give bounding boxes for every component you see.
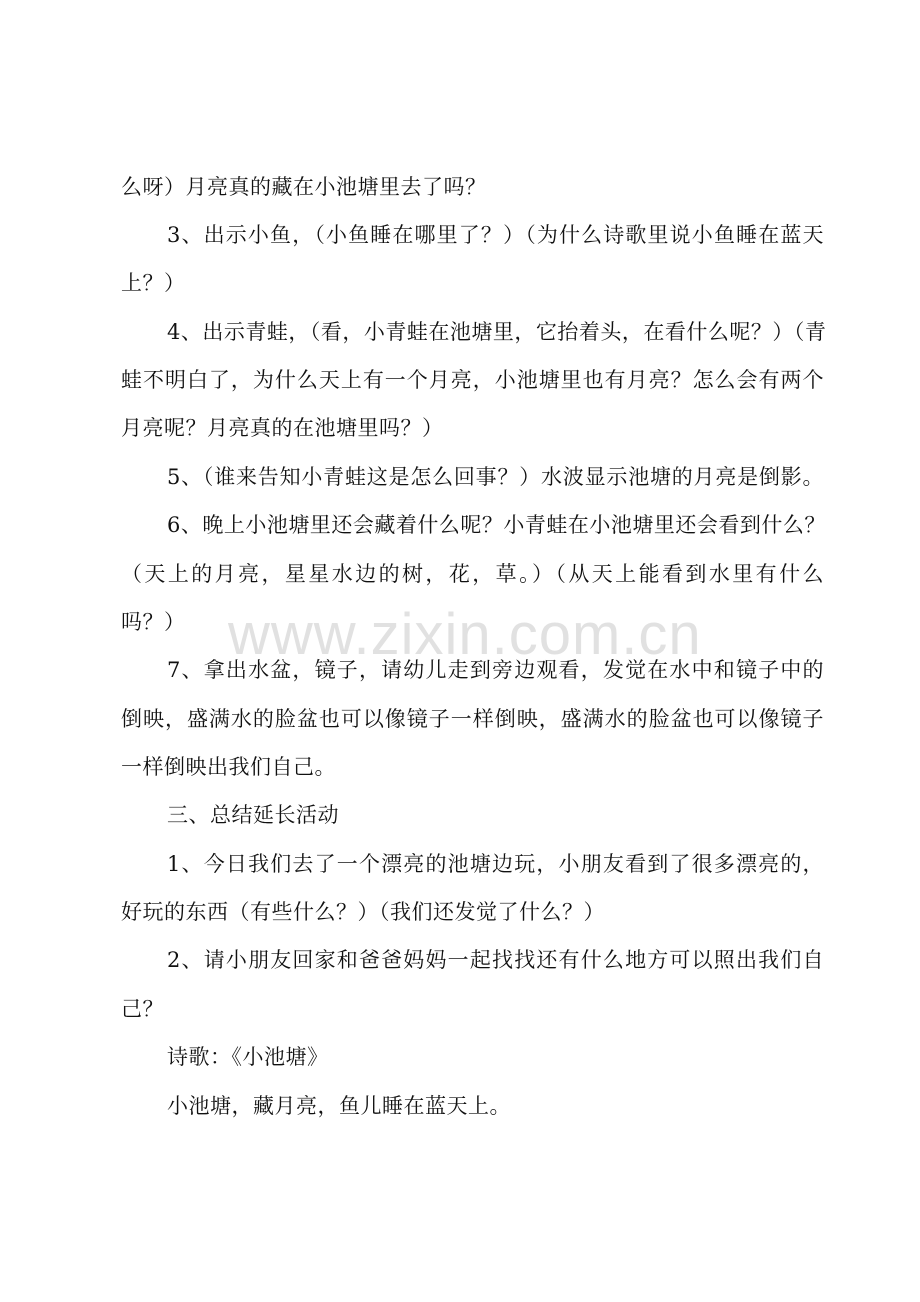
- text-line-12: 倒映，盛满水的脸盆也可以像镜子一样倒映，盛满水的脸盆也可以像镜子: [121, 707, 824, 731]
- text-line-16: 好玩的东西（有些什么？）（我们还发觉了什么？）: [121, 900, 605, 924]
- text-line-11: 7、拿出水盆，镜子，请幼儿走到旁边观看，发觉在水中和镜子中的: [167, 658, 824, 682]
- text-line-15: 1、今日我们去了一个漂亮的池塘边玩，小朋友看到了很多漂亮的，: [167, 852, 824, 876]
- section-heading: 三、总结延长活动: [167, 803, 339, 827]
- text-line-1: 么呀）月亮真的藏在小池塘里去了吗？: [121, 175, 487, 199]
- poem-title: 诗歌：《小池塘》: [167, 1045, 329, 1069]
- text-line-10: 吗？）: [121, 610, 186, 634]
- text-line-6: 月亮呢？月亮真的在池塘里吗？）: [121, 416, 444, 440]
- poem-line: 小池塘，藏月亮，鱼儿睡在蓝天上。: [167, 1094, 511, 1118]
- text-line-2: 3、出示小鱼，（小鱼睡在哪里了？）（为什么诗歌里说小鱼睡在蓝天: [167, 223, 824, 247]
- text-line-5: 蛙不明白了，为什么天上有一个月亮，小池塘里也有月亮？怎么会有两个: [121, 368, 824, 392]
- text-line-13: 一样倒映出我们自己。: [121, 755, 336, 779]
- text-line-8: 6、晚上小池塘里还会藏着什么呢？小青蛙在小池塘里还会看到什么？: [167, 513, 826, 537]
- text-line-18: 己？: [121, 997, 164, 1021]
- text-line-4: 4、出示青蛙，（看，小青蛙在池塘里，它抬着头，在看什么呢？）（青: [167, 320, 827, 344]
- text-line-3: 上？）: [121, 271, 186, 295]
- watermark: www.zixin.com.cn: [228, 602, 702, 667]
- text-line-9: （天上的月亮，星星水边的树，花，草。）（从天上能看到水里有什么: [121, 562, 824, 586]
- text-line-7: 5、（谁来告知小青蛙这是怎么回事？）水波显示池塘的月亮是倒影。: [167, 465, 824, 489]
- text-line-17: 2、请小朋友回家和爸爸妈妈一起找找还有什么地方可以照出我们自: [167, 948, 824, 972]
